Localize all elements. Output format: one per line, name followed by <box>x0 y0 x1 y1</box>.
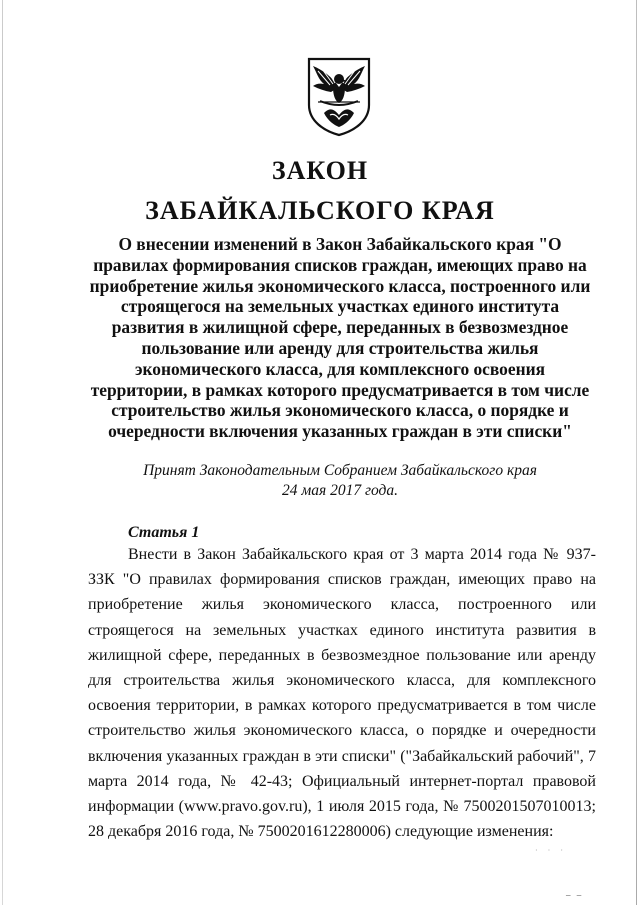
adoption-note <box>88 461 592 501</box>
scan-artifact-2: – – <box>566 890 584 900</box>
law-title: ЗАКОН <box>271 156 369 185</box>
law-subtitle: О внесении изменений в Закон Забайкальского края "О правилах формирования списков граждан, имеющих право на приобретение жилья экономического класса, построенного или строящегося на земельных участках единого института развития в жилищной сфере, переданных в безвозмездное пользование или аренду для строительства жилья экономического класса, для комплексного освоения территории, в рамках которого предусматривается в том числе строительство жилья экономического класса, о порядке и очередности включения указанных граждан в эти списки" <box>89 234 591 442</box>
article-heading: Статья 1 <box>128 524 200 541</box>
page-edge-left <box>2 0 3 905</box>
adoption-line-1: Принят Законодательным Собранием Забайкальского края <box>143 462 537 479</box>
page-edge-right <box>636 0 637 905</box>
law-region-title: ЗАБАЙКАЛЬСКОГО КРАЯ <box>145 196 495 225</box>
scan-artifact: · · · <box>535 846 567 855</box>
article-body: Внести в Закон Забайкальского края от 3 марта 2014 года № 937-ЗЗК "О правилах формирования списков граждан, имеющих право на приобретение жилья экономического класса, построенного или строящегося на земельных участках единого института развития в жилищной сфере, переданных в безвозмездное пользование или аренду для строительства жилья экономического класса, для комплексного освоения территории, в рамках которого предусматривается в том числе строительство жилья экономического класса, о порядке и очередности включения указанных граждан в эти списки" ("Забайкальский рабочий", 7 марта 2014 года, № 42-43; Официальный интернет-портал правовой информации (www.pravo.gov.ru), 1 июля 2015 года, № 7500201507010013; 28 декабря 2016 года, № 7500201612280006) следующие изменения: <box>88 546 596 841</box>
coat-of-arms-icon <box>306 57 372 137</box>
adoption-date: 24 мая 2017 года. <box>281 482 399 499</box>
